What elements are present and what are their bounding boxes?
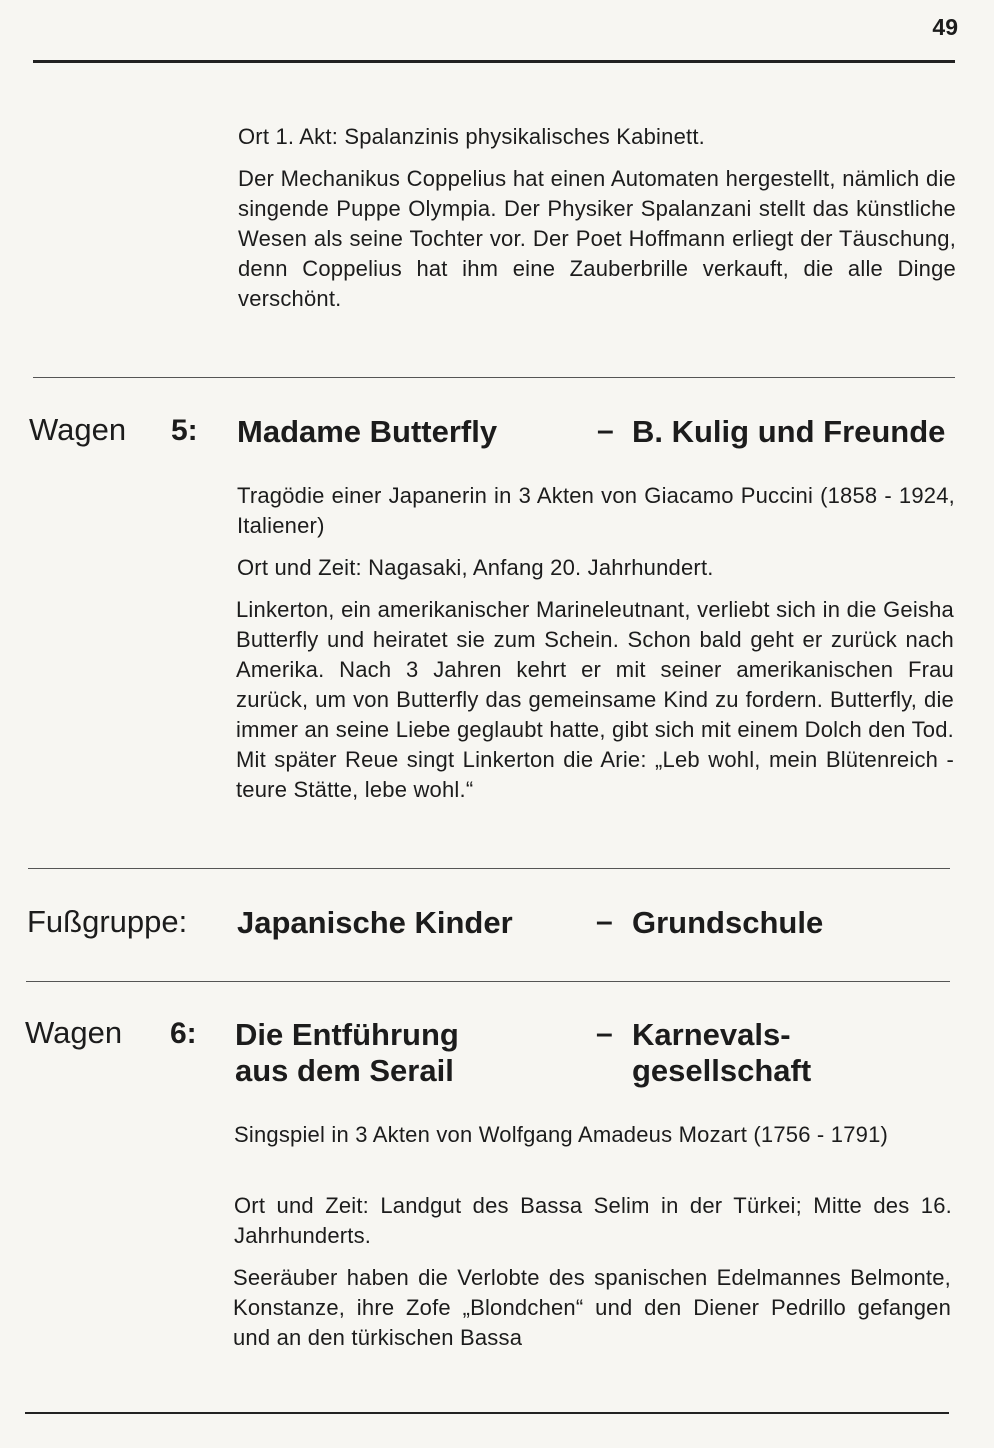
wagen6-label: Wagen (25, 1015, 123, 1050)
wagen6-organizer-line1: Karnevals- (632, 1017, 791, 1052)
wagen5-setting: Ort und Zeit: Nagasaki, Anfang 20. Jahrhundert. (237, 555, 714, 580)
wagen6-organizer-line2: gesellschaft (632, 1053, 812, 1088)
fussgruppe-label: Fußgruppe: (27, 904, 188, 939)
wagen5-title: Madame Butterfly (237, 414, 498, 449)
wagen6-summary: Seeräuber haben die Verlobte des spanischen Edelmannes Belmonte, Konstanze, ihre Zofe „Blondchen“ und den Diener Pedrillo gefangen und an den türkischen Bassa (233, 1265, 951, 1350)
footer-rule (25, 1412, 949, 1414)
wagen5-summary: Linkerton, ein amerikanischer Marineleutnant, verliebt sich in die Geisha Butterfly und heiratet sie zum Schein. Schon bald geht er zurück nach Amerika. Nach 3 Jahren kehrt er mit seiner amerikanischen Frau zurück, um von Butterfly das gemeinsame Kind zu fordern. Butterfly, die immer an seine Liebe geglaubt hatte, gibt sich mit einem Dolch den Tod. Mit später Reue singt Linkerton die Arie: „Leb wohl, mein Blütenreich - teure Stätte, lebe wohl.“ (236, 597, 954, 802)
wagen5-number: 5: (171, 414, 198, 447)
wagen6-title-line2: aus dem Serail (235, 1053, 454, 1088)
section-divider-2 (28, 868, 950, 869)
fussgruppe-title: Japanische Kinder (237, 905, 513, 940)
section-divider-1 (33, 377, 955, 378)
wagen5-organizer: B. Kulig und Freunde (632, 414, 946, 449)
fussgruppe-dash: – (596, 905, 613, 938)
wagen6-setting: Ort und Zeit: Landgut des Bassa Selim in der Türkei; Mitte des 16. Jahrhunderts. (234, 1193, 952, 1248)
page-number: 49 (932, 14, 958, 40)
act-location: Ort 1. Akt: Spalanzinis physikalisches Kabinett. (238, 124, 705, 149)
wagen5-dash: – (597, 414, 614, 447)
wagen5-label: Wagen (29, 412, 127, 447)
wagen5-description: Tragödie einer Japanerin in 3 Akten von Giacamo Puccini (1858 - 1924, Italiener) (237, 483, 955, 538)
wagen6-description: Singspiel in 3 Akten von Wolfgang Amadeus Mozart (1756 - 1791) (234, 1122, 889, 1147)
coppelius-summary: Der Mechanikus Coppelius hat einen Automaten hergestellt, nämlich die singende Puppe Olympia. Der Physiker Spalanzani stellt das künstliche Wesen als seine Tochter vor. Der Poet Hoffmann erliegt der Täuschung, denn Coppelius hat ihm eine Zauberbrille verkauft, die alle Dinge verschönt. (238, 166, 956, 311)
fussgruppe-organizer: Grundschule (632, 905, 824, 940)
wagen6-title-line1: Die Entführung (235, 1017, 459, 1052)
wagen6-dash: – (596, 1017, 613, 1050)
section-divider-3 (26, 981, 950, 982)
header-rule (33, 60, 955, 63)
wagen6-number: 6: (170, 1017, 197, 1050)
